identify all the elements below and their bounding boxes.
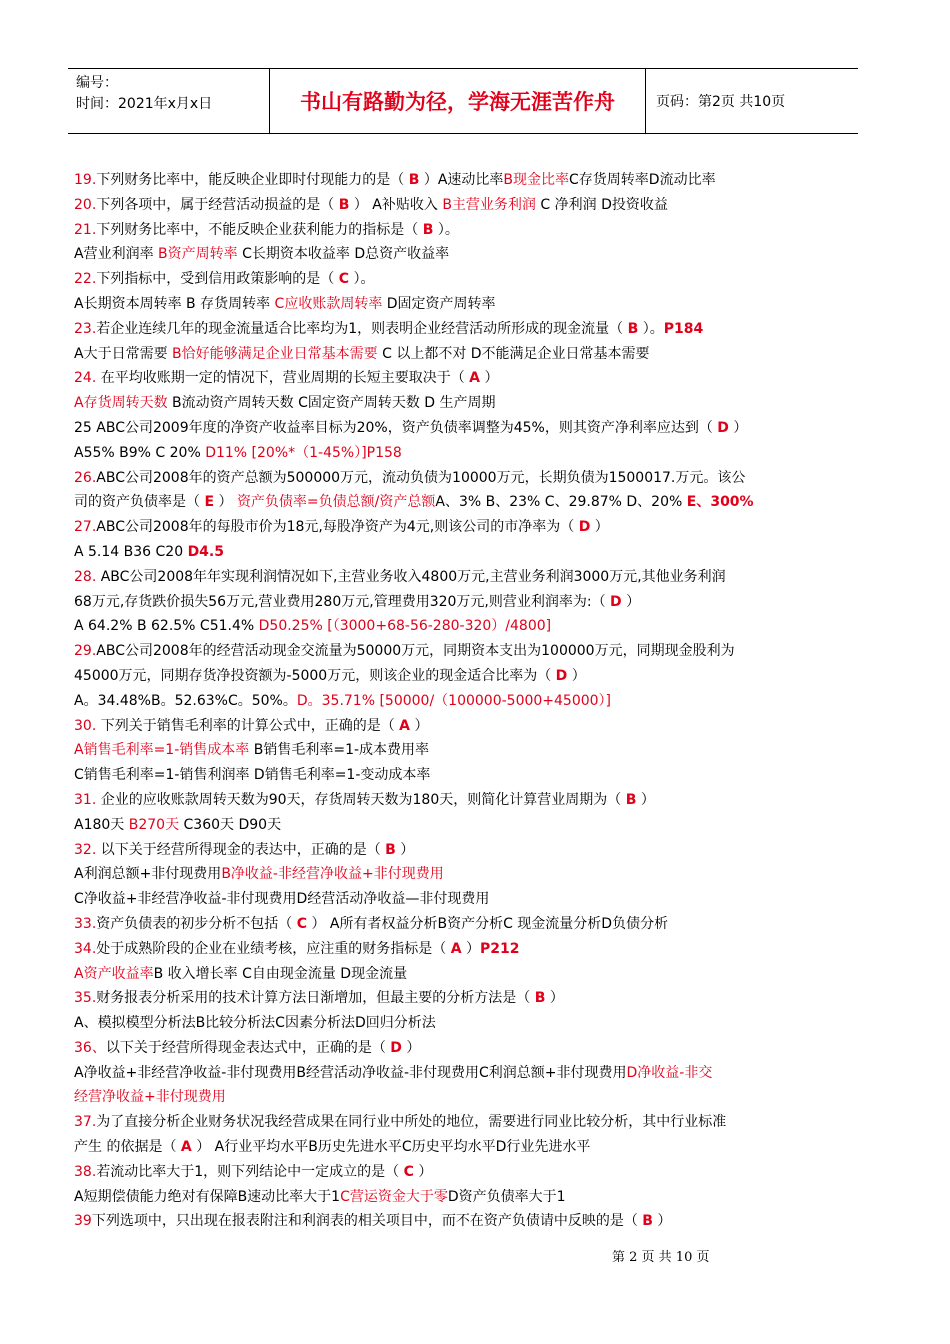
text-segment: B 收入增长率 C自由现金流量 D现金流量 (153, 965, 408, 982)
text-segment: 28. (74, 568, 97, 585)
page-header (68, 68, 858, 134)
text-segment: A存货周转天数 (74, 395, 168, 412)
text-line (74, 441, 864, 466)
text-segment: ABC公司2008年的资产总额为500000万元，流动负债为10000万元，长期负债为1500017.万元。该公 (96, 469, 746, 486)
text-segment: 若企业连续几年的现金流量适合比率均为1，则表明企业经营活动所形成的现金流量（ (96, 320, 628, 337)
text-segment: ）。 (433, 221, 459, 238)
text-segment: ） (545, 990, 564, 1007)
text-segment: C (403, 1163, 414, 1180)
text-segment: 37. (74, 1114, 97, 1131)
text-segment: B销售毛利率=1-成本费用率 (249, 742, 430, 759)
text-segment: ） A所有者权益分析B资产分析C 现金流量分析D负债分析 (307, 915, 669, 932)
text-segment: B (625, 791, 637, 808)
text-segment: ABC公司2008年年实现利润情况如下,主营业务收入4800万元,主营业务利润3000万元,其他业务利润 (96, 568, 726, 585)
text-segment: 25 ABC公司2009年度的净资产收益率目标为20%，资产负债率调整为45%，则其资产净利率应达到（ (74, 419, 718, 436)
text-segment: 20. (74, 196, 97, 213)
text-segment: 34. (74, 940, 97, 957)
text-segment: 38. (74, 1163, 97, 1180)
number-label: 编号： (76, 75, 118, 91)
text-segment: 资产负债表的初步分析不包括（ (96, 915, 297, 932)
text-segment: 下列选项中，只出现在报表附注和利润表的相关项目中，而不在资产负债请中反映的是（ (91, 1213, 643, 1230)
text-segment: 21. (74, 221, 97, 238)
text-segment: ）A速动比率 (419, 172, 504, 188)
text-segment: A利润总额+非付现费用 (74, 866, 222, 883)
text-segment: A (450, 940, 462, 957)
text-segment: B (338, 196, 350, 213)
text-line (74, 466, 864, 491)
text-line (74, 267, 864, 292)
text-segment: 45000万元，同期存货净投资额为-5000万元，则该企业的现金适合比率为（ (74, 667, 556, 684)
text-segment: D4.5 (187, 543, 224, 560)
text-segment: 若流动比率大于1，则下列结论中一定成立的是（ (96, 1163, 404, 1180)
header-page-info: 页码：第2页 共10页 (656, 94, 786, 110)
text-segment: C 以上都不对 D不能满足企业日常基本需要 (377, 345, 650, 362)
text-segment: C 净利润 D投资收益 (535, 196, 668, 213)
text-segment: 33. (74, 915, 97, 932)
text-segment: A (399, 717, 411, 734)
text-line (74, 218, 864, 243)
text-segment: A55% B9% C 20% (74, 444, 206, 461)
text-segment: ） A行业平均水平B历史先进水平C历史平均水平D行业先进水平 (191, 1139, 591, 1156)
text-segment: D (717, 419, 729, 436)
text-segment: ） (590, 519, 609, 536)
text-segment: ）。 (349, 271, 375, 288)
text-segment: ） (652, 1213, 672, 1230)
text-line (74, 490, 864, 515)
text-segment: 24. (74, 370, 97, 387)
text-segment: A 64.2% B 62.5% C51.4% (74, 618, 259, 635)
text-segment: A (469, 370, 481, 387)
text-segment: 23. (74, 320, 97, 337)
text-segment: D (390, 1039, 402, 1056)
text-segment: A、模拟模型分析法B比较分析法C因素分析法D回归分析法 (74, 1015, 436, 1032)
text-segment: ） (728, 419, 748, 436)
text-segment: B恰好能够满足企业日常基本需要 (172, 345, 378, 362)
text-line (74, 639, 864, 664)
text-segment: P212 (480, 940, 520, 957)
header-meta (68, 69, 270, 133)
text-segment: B (408, 172, 420, 188)
text-segment: 26. (74, 469, 97, 486)
header-motto: 书山有路勤为径，学海无涯苦作舟 (270, 69, 646, 133)
text-segment: P184 (663, 320, 704, 337)
text-segment: E (204, 494, 215, 511)
text-segment: 22. (74, 271, 97, 288)
text-segment: C360天 D90天 (179, 816, 282, 833)
text-segment: ） (395, 841, 415, 858)
text-segment: B资产周转率 (158, 246, 238, 263)
text-segment: A、3% B、23% C、29.87% D、20% (435, 494, 687, 511)
text-segment: ABC公司2008年的每股市价为18元,每股净资产为4元,则该公司的市净率为（ (96, 519, 579, 536)
text-segment: A资产收益率 (74, 965, 154, 982)
text-segment: D (555, 667, 568, 684)
text-line (74, 962, 864, 987)
text-line (74, 1135, 864, 1160)
text-segment: 处于成熟阶段的企业在业绩考核，应注重的财务指标是（ (96, 940, 451, 957)
text-line (74, 292, 864, 317)
text-segment: C存货周转率D流动比率 (569, 172, 716, 188)
text-segment: C销售毛利率=1-销售利润率 D销售毛利率=1-变动成本率 (74, 767, 431, 784)
text-segment: B (642, 1213, 653, 1230)
text-line (74, 1011, 864, 1036)
text-line (74, 242, 864, 267)
text-line (74, 391, 864, 416)
text-line (74, 1110, 864, 1135)
text-line (74, 788, 864, 813)
text-segment: B现金比率 (503, 172, 570, 188)
text-segment: A长期资本周转率 B 存货周转率 (74, 295, 275, 312)
text-line (74, 416, 864, 441)
text-segment: 29. (74, 643, 97, 660)
text-line (74, 540, 864, 565)
text-segment: 27. (74, 519, 97, 536)
text-segment: D (610, 593, 622, 610)
text-segment: D (578, 519, 591, 536)
text-segment: 39 (74, 1213, 92, 1230)
text-segment: B (534, 990, 546, 1007)
text-line (74, 937, 864, 962)
text-segment: E、300% (686, 494, 754, 511)
text-line (74, 317, 864, 342)
text-segment: 下列财务比率中，不能反映企业获利能力的指标是（ (96, 221, 423, 238)
text-line (74, 714, 864, 739)
text-line (74, 565, 864, 590)
question-list (74, 168, 864, 1234)
text-segment: D11% [20%*（1-45%）]P158 (205, 444, 402, 461)
text-line (74, 515, 864, 540)
text-segment: C营运资金大于零 (340, 1188, 448, 1205)
text-segment: ） (567, 667, 586, 684)
text-line (74, 342, 864, 367)
text-segment: C (296, 915, 307, 932)
text-segment: B流动资产周转天数 C固定资产周转天数 D 生产周期 (167, 395, 496, 412)
text-segment: ）。 (638, 320, 664, 337)
text-segment: 在平均收账期一定的情况下，营业周期的长短主要取决于（ (96, 370, 470, 387)
text-segment: A大于日常需要 (74, 345, 173, 362)
text-segment: ABC公司2008年的经营活动现金交流量为50000万元，同期资本支出为100000万元，同期现金股利为 (96, 643, 735, 660)
text-segment: ） (401, 1039, 421, 1056)
text-line (74, 1185, 864, 1210)
text-line (74, 986, 864, 1011)
text-segment: 下列关于销售毛利率的计算公式中，正确的是（ (96, 717, 400, 734)
text-segment: 产生 的依据是（ (74, 1139, 181, 1156)
text-segment: A营业利润率 (74, 246, 159, 263)
text-segment: 资产负债率=负债总额/资产总额 (236, 494, 436, 511)
text-segment: B主营业务利润 (442, 196, 536, 213)
text-line (74, 1209, 864, 1234)
text-segment: 为了直接分析企业财务状况我经营成果在同行业中所处的地位，需要进行同业比较分析，其中行业标准 (96, 1114, 727, 1131)
text-segment: ） (413, 1163, 433, 1180)
text-segment: B净收益-非经营净收益+非付现费用 (221, 866, 444, 883)
text-segment: C应收账款周转率 (274, 295, 383, 312)
text-segment: D净收益-非交 (626, 1064, 713, 1081)
text-segment: B (385, 841, 396, 858)
text-segment: B (627, 320, 639, 337)
text-segment: D固定资产周转率 (382, 295, 496, 312)
text-segment: 31. (74, 791, 97, 808)
text-line (74, 366, 864, 391)
text-segment: B270天 (128, 816, 180, 833)
text-segment: 下列财务比率中，能反映企业即时付现能力的是（ (96, 172, 409, 188)
text-segment: C净收益+非经营净收益-非付现费用D经营活动净收益—非付现费用 (74, 891, 490, 908)
text-line (74, 1160, 864, 1185)
text-segment: B (422, 221, 434, 238)
text-segment: 下列各项中，属于经营活动损益的是（ (96, 196, 339, 213)
text-segment: D。35.71% [50000/（100000-5000+45000）] (296, 692, 612, 709)
text-line (74, 838, 864, 863)
text-line (74, 614, 864, 639)
text-segment: 19. (74, 172, 97, 188)
text-segment: ） (461, 940, 481, 957)
text-segment: ） (636, 791, 655, 808)
text-segment: 35. (74, 990, 97, 1007)
text-line (74, 590, 864, 615)
text-segment: A净收益+非经营净收益-非付现费用B经营活动净收益-非付现费用C利润总额+非付现费用 (74, 1064, 627, 1081)
text-line (74, 912, 864, 937)
text-line (74, 689, 864, 714)
text-segment: A (180, 1139, 192, 1156)
time-label: 时间：2021年x月x日 (76, 96, 213, 112)
text-segment: 以下关于经营所得现金的表达中，正确的是（ (96, 841, 386, 858)
text-line (74, 738, 864, 763)
text-segment: ） (621, 593, 641, 610)
text-segment: A销售毛利率=1-销售成本率 (74, 742, 250, 759)
text-segment: D50.25% [（3000+68-56-280-320）/4800] (258, 618, 552, 635)
text-line (74, 862, 864, 887)
text-segment: 36、 (74, 1039, 106, 1056)
text-segment: 财务报表分析采用的技术计算方法日渐增加，但最主要的分析方法是（ (96, 990, 535, 1007)
text-segment: 司的资产负债率是（ (74, 494, 205, 511)
text-line (74, 168, 864, 193)
text-segment: 经营净收益+非付现费用 (74, 1089, 226, 1106)
text-segment: 企业的应收账款周转天数为90天，存货周转天数为180天，则简化计算营业周期为（ (96, 791, 626, 808)
text-segment: 以下关于经营所得现金表达式中，正确的是（ (105, 1039, 391, 1056)
text-segment: ） (214, 494, 237, 511)
text-line (74, 887, 864, 912)
text-segment: D资产负债率大于1 (447, 1188, 566, 1205)
text-segment: 30. (74, 717, 97, 734)
text-segment: A。34.48%B。52.63%C。50%。 (74, 692, 297, 709)
text-segment: C长期资本收益率 D总资产收益率 (237, 246, 450, 263)
text-line (74, 193, 864, 218)
text-segment: A 5.14 B36 C20 (74, 543, 188, 560)
text-segment: ） (480, 370, 499, 387)
text-segment: A180天 (74, 816, 129, 833)
text-line (74, 763, 864, 788)
text-segment: A短期偿债能力绝对有保障B速动比率大于1 (74, 1188, 341, 1205)
text-line (74, 1061, 864, 1086)
text-line (74, 664, 864, 689)
text-segment: 68万元,存货跌价损失56万元,营业费用280万元,管理费用320万元,则营业利润率为:（ (74, 593, 611, 610)
text-segment: C (338, 271, 349, 288)
text-line (74, 1085, 864, 1110)
text-segment: ） (410, 717, 429, 734)
text-segment: ） A补贴收入 (349, 196, 443, 213)
text-segment: 32. (74, 841, 97, 858)
text-segment: 下列指标中，受到信用政策影响的是（ (96, 271, 339, 288)
text-line (74, 813, 864, 838)
page-footer: 第 2 页 共 10 页 (612, 1250, 710, 1265)
text-line (74, 1036, 864, 1061)
